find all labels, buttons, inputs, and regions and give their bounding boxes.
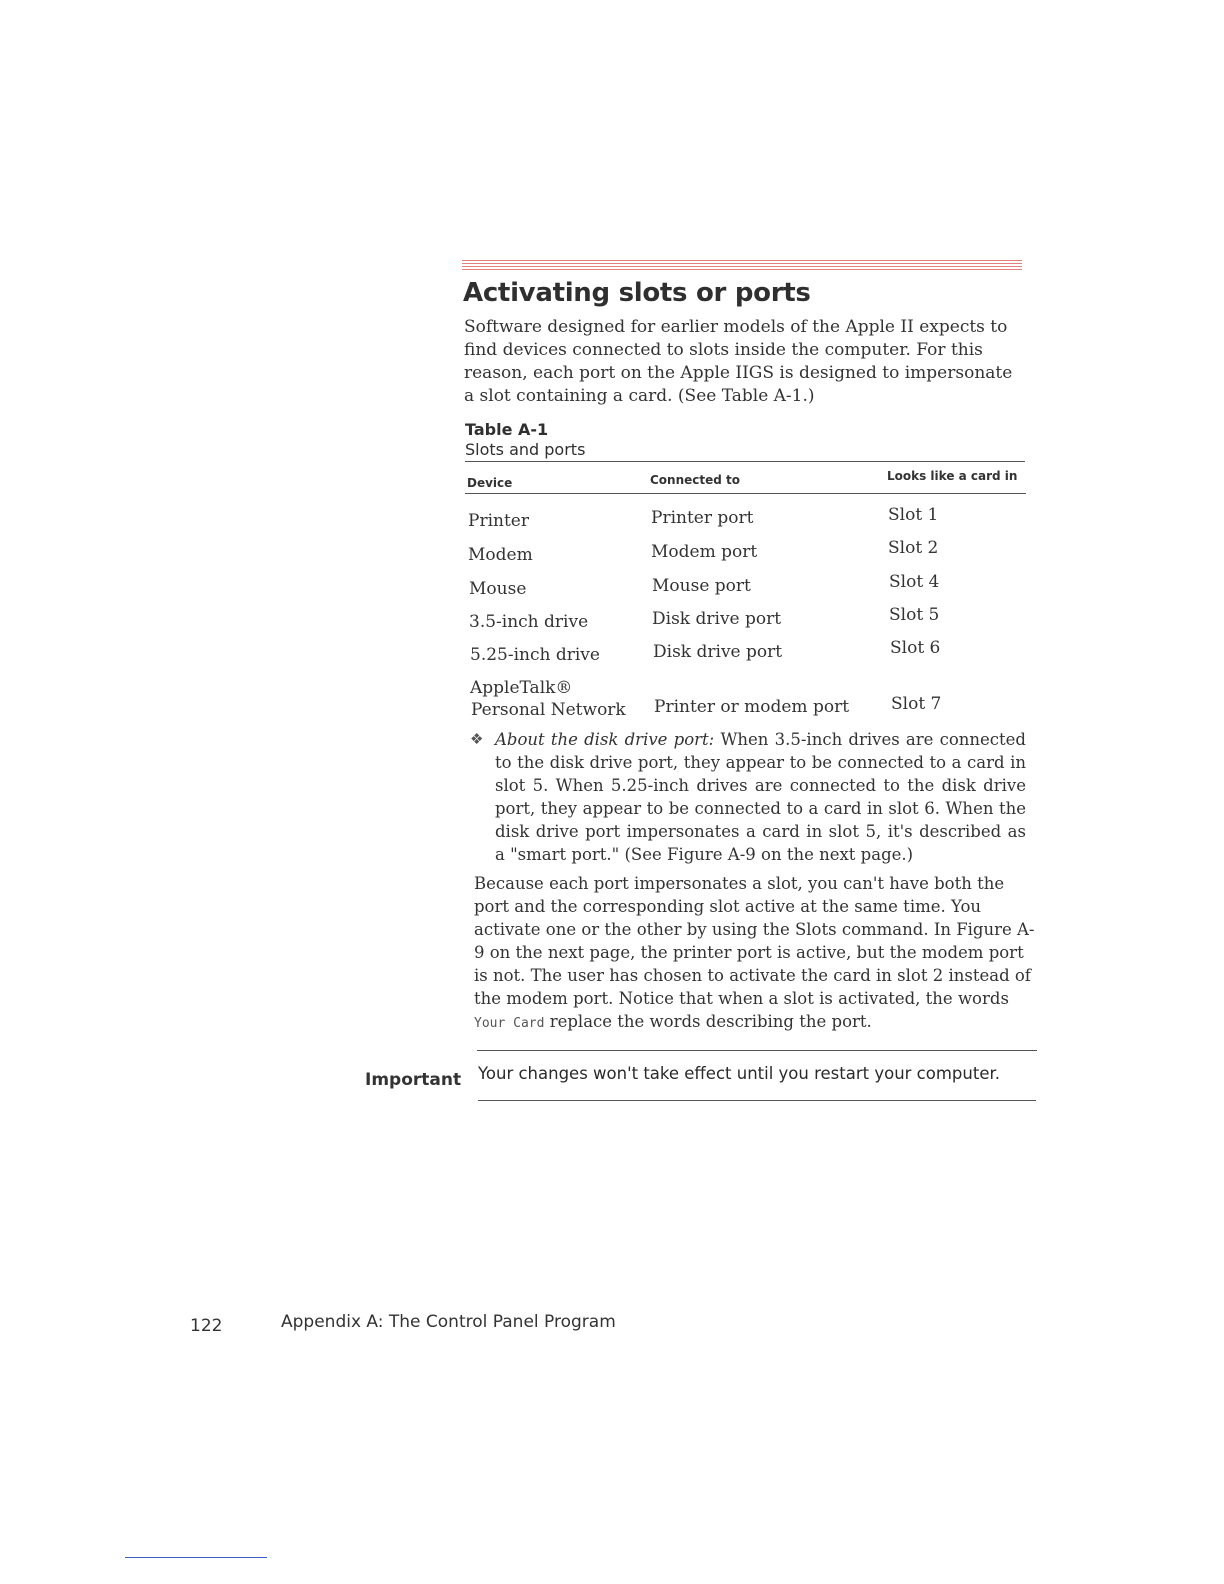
table-cell-slot: Slot 5: [889, 605, 940, 625]
table-cell-connected: Printer or modem port: [654, 697, 850, 717]
table-cell-slot: Slot 7: [891, 694, 942, 714]
section-rule: [462, 260, 1022, 272]
table-cell-slot: Slot 2: [888, 538, 939, 558]
paragraph-text-end: replace the words describing the port.: [549, 1012, 872, 1031]
table-cell-device: Mouse: [469, 579, 527, 599]
slots-paragraph: [474, 872, 1036, 1035]
table-header-rule: [465, 493, 1026, 494]
table-label: Table A-1: [465, 420, 549, 439]
table-cell-device: 3.5-inch drive: [469, 612, 589, 632]
disk-drive-note: [470, 728, 1026, 866]
table-cell-slot: Slot 1: [888, 505, 939, 525]
important-text: Your changes won't take effect until you restart your computer.: [478, 1064, 1000, 1083]
header-connected-to: Connected to: [650, 473, 741, 487]
page-number: 122: [190, 1316, 223, 1336]
table-cell-connected: Printer port: [651, 508, 754, 528]
header-looks-like: Looks like a card in: [887, 469, 1018, 483]
important-bottom-rule: [478, 1100, 1036, 1101]
diamond-bullet-icon: ❖: [470, 730, 484, 748]
table-cell-slot: Slot 6: [890, 638, 941, 658]
table-cell-connected: Mouse port: [652, 576, 751, 596]
paragraph-text: Because each port impersonates a slot, you can't have both the port and the corresponding slot active at the same time. You activate one or the other by using the Slots command. In Figure A-9 on the next page, the printer port is active, but the modem port is not. The user has chosen to activate the card in slot 2 instead of the modem port. Notice that when a slot is activated, the words: [474, 874, 1035, 1008]
table-cell-slot: Slot 4: [889, 572, 940, 592]
code-your-card: Your Card: [474, 1016, 545, 1031]
running-footer: Appendix A: The Control Panel Program: [281, 1312, 616, 1332]
table-cell-device: Printer: [468, 511, 529, 531]
important-label: Important: [365, 1070, 462, 1090]
section-title: Activating slots or ports: [463, 278, 811, 308]
table-cell-device: 5.25-inch drive: [470, 645, 600, 665]
table-caption: Slots and ports: [465, 440, 586, 459]
intro-paragraph: Software designed for earlier models of the Apple II expects to find devices connected to slots inside the computer. For this reason, each port on the Apple IIGS is designed to impersonate a slot containing a card. (See Table A-1.): [464, 317, 1013, 406]
scan-edge-line: [125, 1557, 267, 1558]
table-cell-connected: Disk drive port: [653, 642, 783, 662]
table-cell-device: Modem: [468, 545, 533, 565]
header-device: Device: [467, 476, 513, 490]
note-lead: About the disk drive port:: [495, 730, 715, 749]
table-cell-connected: Disk drive port: [652, 609, 782, 629]
table-top-rule: [465, 461, 1025, 462]
table-cell-device-line2: Personal Network: [471, 700, 626, 720]
table-cell-connected: Modem port: [651, 542, 758, 562]
note-text: When 3.5-inch drives are connected to the disk drive port, they appear to be connected to a card in slot 5. When 5.25-inch drives are connected to the disk drive port, they appear to be connected to a card in slot 6. When the disk drive port impersonates a card in slot 5, it's described as a "smart port." (See Figure A-9 on the next page.): [495, 730, 1026, 864]
table-cell-device: AppleTalk®: [470, 678, 573, 698]
important-top-rule: [477, 1050, 1037, 1051]
